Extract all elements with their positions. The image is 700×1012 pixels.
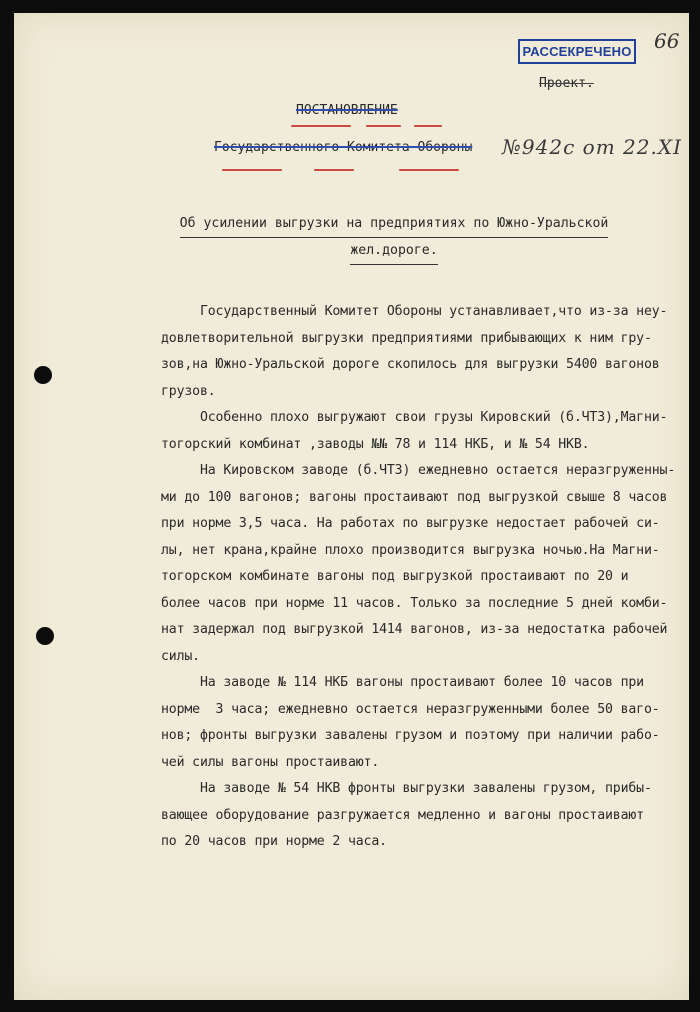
body-line: нат задержал под выгрузкой 1414 вагонов, из-за недостатка рабочей [161,622,668,637]
body-line: по 20 часов при норме 2 часа. [161,834,387,849]
body-line: лы, нет крана,крайне плохо производится выгрузка ночью.На Магни- [161,542,660,558]
draft-label: Проект. [539,76,594,91]
committee-heading: Государственного Комитета Обороны [214,140,473,155]
handwritten-number-note: №942с от 22.XI [502,135,682,159]
body-line: На заводе № 54 НКВ фронты выгрузки завалены грузом, прибы- [161,781,652,796]
document-body [161,299,676,856]
red-pencil-mark [314,169,354,171]
body-line: ми до 100 вагонов; вагоны простаивают под выгрузкой свыше 8 часов [161,489,668,505]
body-line: норме 3 часа; ежедневно остается неразгруженными более 50 ваго- [161,701,660,717]
document-subject [159,211,629,265]
body-line: силы. [161,648,200,664]
page-number: 66 [654,29,680,53]
document-page [14,13,689,1000]
body-line: чей силы вагоны простаивают. [161,754,380,770]
body-line: при норме 3,5 часа. На работах по выгрузке недостает рабочей си- [161,516,660,531]
body-line: Государственный Комитет Обороны устанавливает,что из-за неу- [161,304,668,319]
red-pencil-mark [414,125,442,127]
body-line: зов,на Южно-Уральской дороге скопилось для выгрузки 5400 вагонов [161,357,660,372]
body-line: тогорском комбинате вагоны под выгрузкой простаивают по 20 и [161,569,629,584]
declassified-stamp: РАССЕКРЕЧЕНО [518,39,636,64]
body-line: тогорский комбинат ,заводы №№ 78 и 114 НКБ, и № 54 НКВ. [161,436,590,452]
red-pencil-mark [291,125,351,127]
body-line: На заводе № 114 НКБ вагоны простаивают более 10 часов при [161,675,644,690]
body-line: На Кировском заводе (б.ЧТЗ) ежедневно остается неразгруженны- [161,463,676,478]
binder-hole [36,627,54,645]
body-line: грузов. [161,383,216,399]
body-line: Особенно плохо выгружают свои грузы Кировский (б.ЧТЗ),Магни- [161,410,668,425]
body-line: вающее оборудование разгружается медленно и вагоны простаивают [161,807,644,823]
body-line: более часов при норме 11 часов. Только за последние 5 дней комби- [161,595,668,611]
red-pencil-mark [222,169,282,171]
subject-line-1: Об усилении выгрузки на предприятиях по Южно-Уральской [180,211,609,238]
body-line: довлетворительной выгрузки предприятиями прибывающих к ним гру- [161,330,652,346]
red-pencil-mark [399,169,459,171]
red-pencil-mark [366,125,401,127]
binder-hole [34,366,52,384]
subject-line-2: жел.дороге. [350,238,437,265]
body-line: нов; фронты выгрузки завалены грузом и поэтому при наличии рабо- [161,728,660,743]
resolution-heading: ПОСТАНОВЛЕНИЕ [296,103,398,118]
